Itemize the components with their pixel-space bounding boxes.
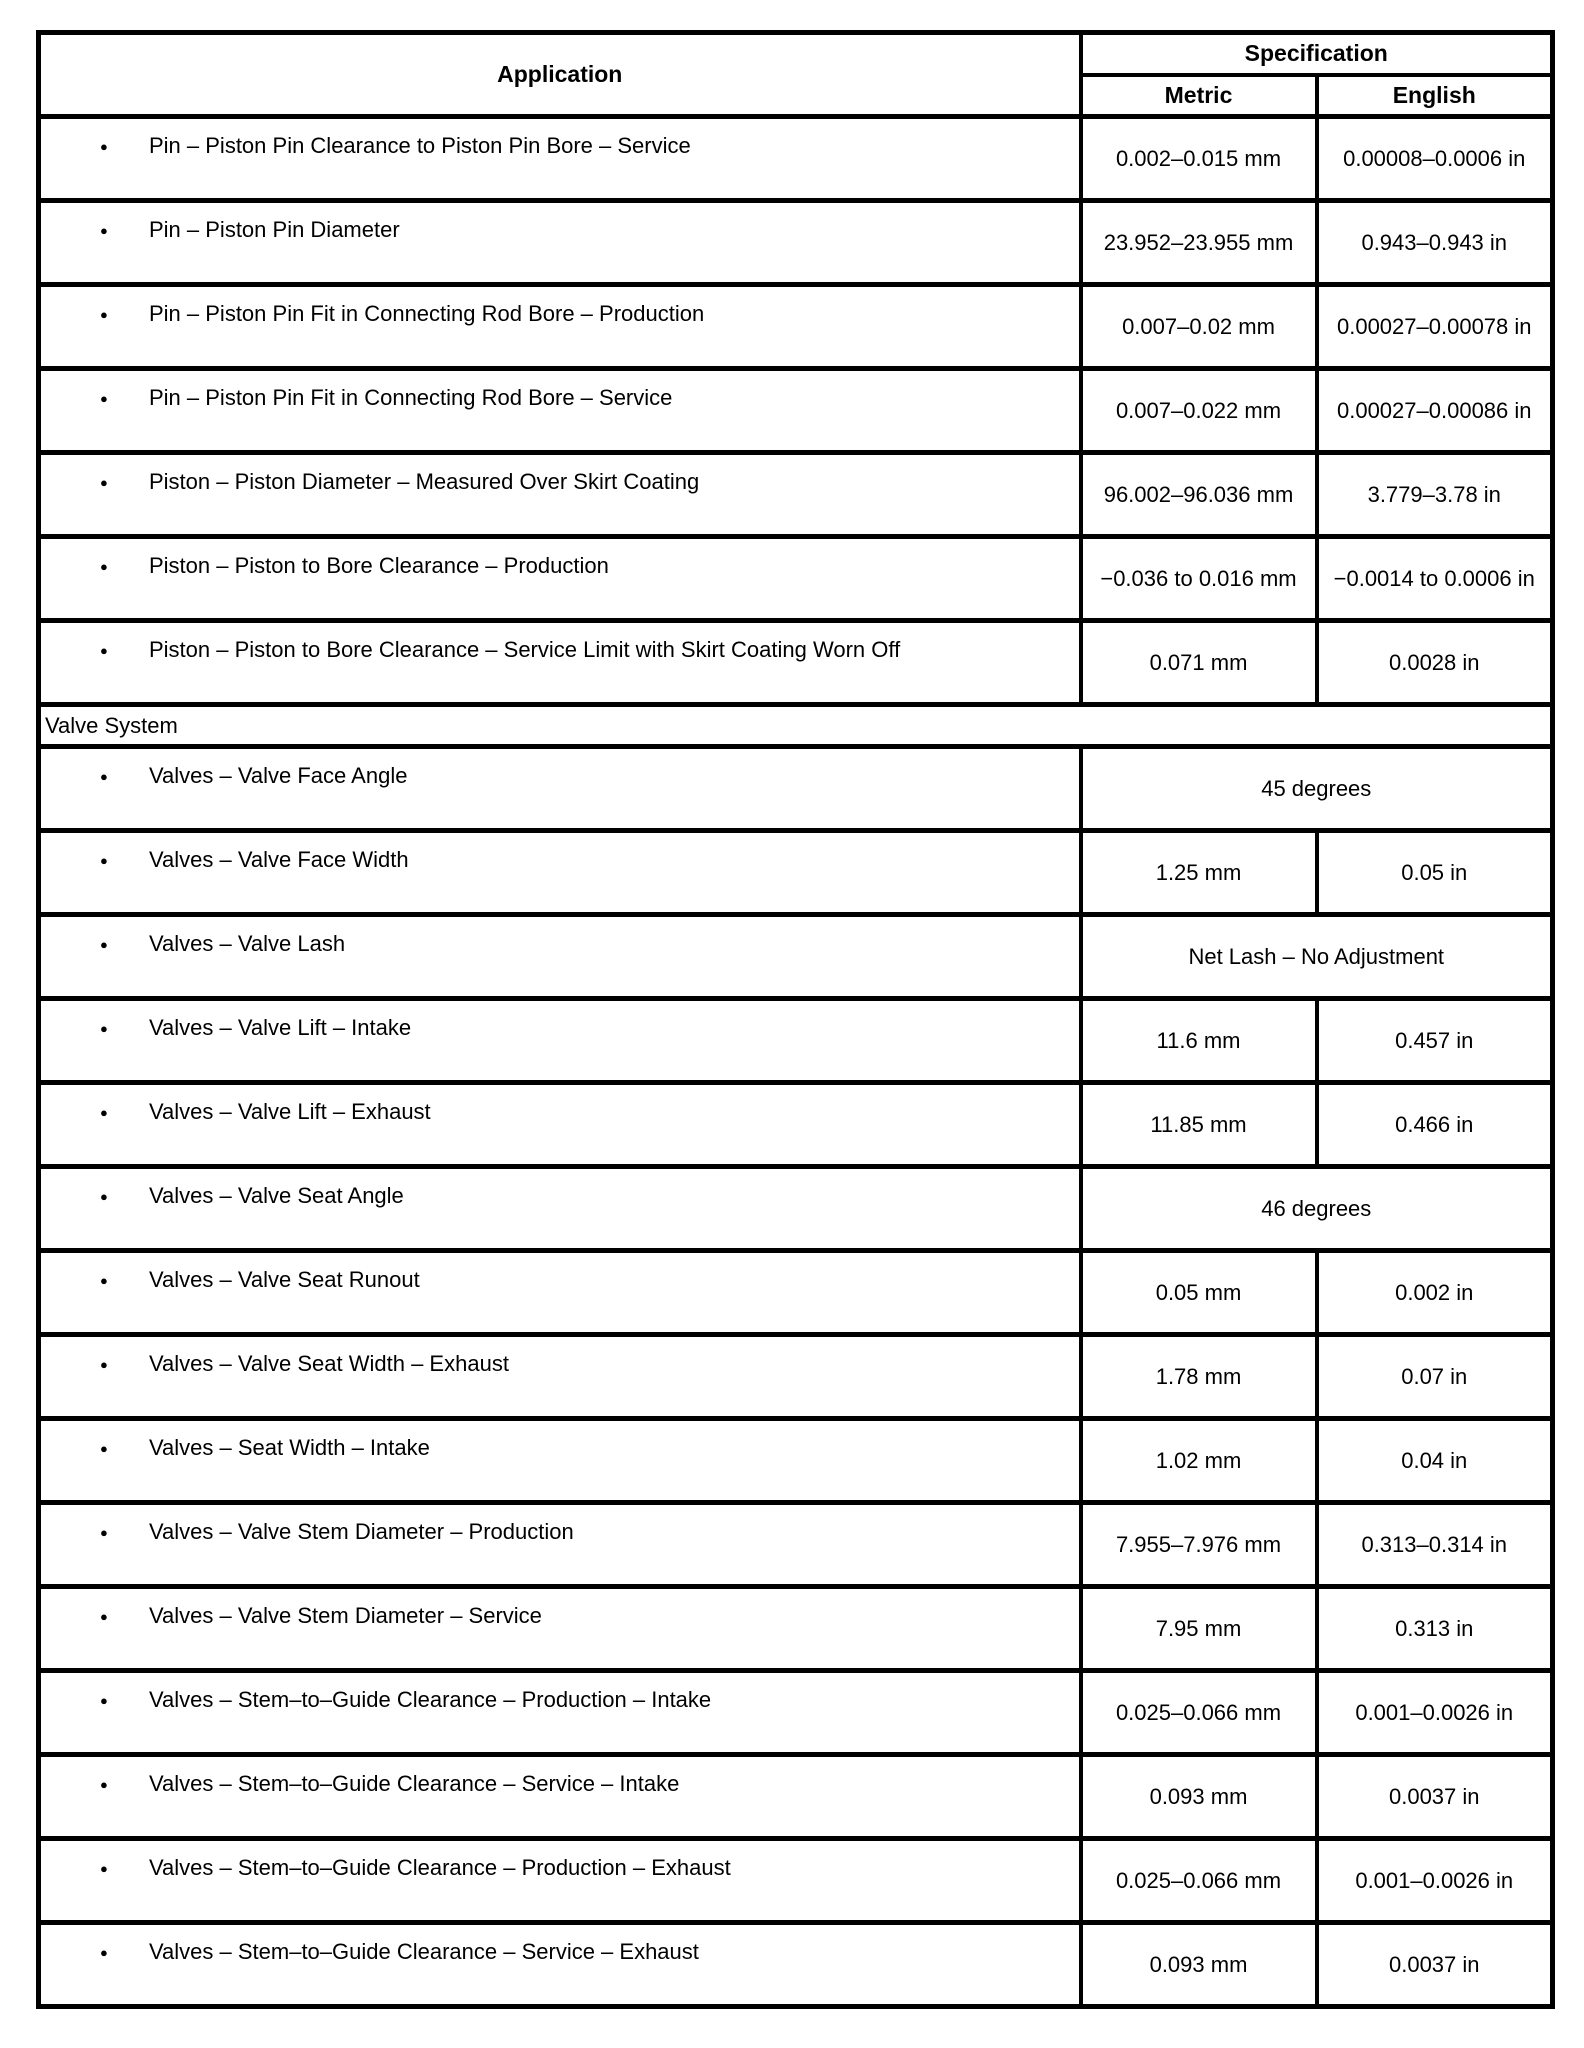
metric-value-cell: 11.6 mm [1081, 999, 1317, 1083]
table-row [39, 1251, 1553, 1335]
bullet-icon: ● [100, 475, 108, 490]
table-row [39, 1671, 1553, 1755]
table-row [39, 999, 1553, 1083]
table-row [39, 1755, 1553, 1839]
bullet-icon: ● [100, 853, 108, 868]
application-cell [39, 747, 1081, 831]
application-cell [39, 1503, 1081, 1587]
bullet-icon: ● [100, 1525, 108, 1540]
application-text: Valves – Valve Lift – Intake [149, 1015, 412, 1040]
application-text: Pin – Piston Pin Clearance to Piston Pin Bore – Service [149, 133, 691, 158]
application-cell [39, 285, 1081, 369]
metric-value-cell: 0.007–0.022 mm [1081, 369, 1317, 453]
specification-column-header: Specification [1081, 33, 1553, 75]
application-text: Valves – Valve Face Angle [149, 763, 408, 788]
english-value-cell: 0.00027–0.00086 in [1317, 369, 1553, 453]
metric-value-cell: 1.78 mm [1081, 1335, 1317, 1419]
english-value-cell: 0.313 in [1317, 1587, 1553, 1671]
application-cell [39, 453, 1081, 537]
metric-value-cell: 7.955–7.976 mm [1081, 1503, 1317, 1587]
bullet-icon: ● [100, 1189, 108, 1204]
application-cell [39, 537, 1081, 621]
application-cell [39, 1083, 1081, 1167]
bullet-icon: ● [100, 391, 108, 406]
english-value-cell: 0.0028 in [1317, 621, 1553, 705]
table-row [39, 1839, 1553, 1923]
table-row [39, 285, 1553, 369]
table-row [39, 537, 1553, 621]
application-text: Valves – Valve Lift – Exhaust [149, 1099, 431, 1124]
table-row [39, 1419, 1553, 1503]
english-value-cell: 0.001–0.0026 in [1317, 1671, 1553, 1755]
metric-value-cell: 0.093 mm [1081, 1755, 1317, 1839]
english-value-cell: 0.04 in [1317, 1419, 1553, 1503]
specification-table [36, 30, 1555, 2009]
metric-value-cell: 0.071 mm [1081, 621, 1317, 705]
table-row [39, 1587, 1553, 1671]
application-text: Valves – Valve Seat Angle [149, 1183, 404, 1208]
english-value-cell: 0.0037 in [1317, 1923, 1553, 2007]
bullet-icon: ● [100, 1021, 108, 1036]
metric-value-cell: 0.025–0.066 mm [1081, 1839, 1317, 1923]
table-row [39, 453, 1553, 537]
application-text: Piston – Piston to Bore Clearance – Service Limit with Skirt Coating Worn Off [149, 637, 901, 662]
application-cell [39, 117, 1081, 201]
english-value-cell: 0.05 in [1317, 831, 1553, 915]
table-row [39, 201, 1553, 285]
application-cell [39, 1923, 1081, 2007]
application-text: Valves – Valve Seat Runout [149, 1267, 420, 1292]
metric-value-cell: −0.036 to 0.016 mm [1081, 537, 1317, 621]
english-value-cell: 0.002 in [1317, 1251, 1553, 1335]
english-value-cell: 0.943–0.943 in [1317, 201, 1553, 285]
metric-value-cell: 23.952–23.955 mm [1081, 201, 1317, 285]
table-row [39, 1503, 1553, 1587]
application-text: Valves – Stem–to–Guide Clearance – Production – Exhaust [149, 1855, 731, 1880]
metric-value-cell: 0.007–0.02 mm [1081, 285, 1317, 369]
bullet-icon: ● [100, 223, 108, 238]
metric-value-cell: 0.002–0.015 mm [1081, 117, 1317, 201]
application-cell [39, 621, 1081, 705]
english-value-cell: −0.0014 to 0.0006 in [1317, 537, 1553, 621]
application-text: Valves – Valve Seat Width – Exhaust [149, 1351, 509, 1376]
application-cell [39, 369, 1081, 453]
english-value-cell: 0.466 in [1317, 1083, 1553, 1167]
bullet-icon: ● [100, 307, 108, 322]
table-row [39, 369, 1553, 453]
application-text: Valves – Seat Width – Intake [149, 1435, 430, 1460]
bullet-icon: ● [100, 1777, 108, 1792]
bullet-icon: ● [100, 1105, 108, 1120]
application-text: Valves – Valve Lash [149, 931, 346, 956]
application-cell [39, 1251, 1081, 1335]
application-cell [39, 1335, 1081, 1419]
table-row [39, 621, 1553, 705]
application-text: Pin – Piston Pin Diameter [149, 217, 400, 242]
english-value-cell: 3.779–3.78 in [1317, 453, 1553, 537]
metric-value-cell: 96.002–96.036 mm [1081, 453, 1317, 537]
metric-value-cell: 0.05 mm [1081, 1251, 1317, 1335]
table-row [39, 915, 1553, 999]
application-text: Pin – Piston Pin Fit in Connecting Rod Bore – Production [149, 301, 705, 326]
spec-value-cell: 45 degrees [1081, 747, 1553, 831]
table-header [39, 33, 1553, 117]
metric-value-cell: 11.85 mm [1081, 1083, 1317, 1167]
application-text: Valves – Stem–to–Guide Clearance – Service – Intake [149, 1771, 680, 1796]
section-label-cell: Valve System [39, 705, 1553, 747]
english-value-cell: 0.001–0.0026 in [1317, 1839, 1553, 1923]
application-text: Valves – Valve Stem Diameter – Service [149, 1603, 542, 1628]
metric-value-cell: 0.093 mm [1081, 1923, 1317, 2007]
bullet-icon: ● [100, 1609, 108, 1624]
bullet-icon: ● [100, 1693, 108, 1708]
bullet-icon: ● [100, 1357, 108, 1372]
application-cell [39, 1419, 1081, 1503]
english-value-cell: 0.457 in [1317, 999, 1553, 1083]
application-text: Valves – Valve Stem Diameter – Production [149, 1519, 574, 1544]
english-value-cell: 0.00008–0.0006 in [1317, 117, 1553, 201]
table-row [39, 747, 1553, 831]
bullet-icon: ● [100, 1945, 108, 1960]
bullet-icon: ● [100, 643, 108, 658]
spec-value-cell: 46 degrees [1081, 1167, 1553, 1251]
metric-value-cell: 1.25 mm [1081, 831, 1317, 915]
application-column-header: Application [39, 33, 1081, 117]
english-column-header: English [1317, 75, 1553, 117]
table-row [39, 1167, 1553, 1251]
application-cell [39, 1755, 1081, 1839]
table-row [39, 831, 1553, 915]
table-row [39, 1335, 1553, 1419]
table-body [39, 117, 1553, 2007]
application-cell [39, 915, 1081, 999]
application-text: Valves – Stem–to–Guide Clearance – Service – Exhaust [149, 1939, 699, 1964]
spec-value-cell: Net Lash – No Adjustment [1081, 915, 1553, 999]
metric-value-cell: 7.95 mm [1081, 1587, 1317, 1671]
table-row [39, 1083, 1553, 1167]
application-cell [39, 1587, 1081, 1671]
application-text: Piston – Piston to Bore Clearance – Production [149, 553, 609, 578]
bullet-icon: ● [100, 769, 108, 784]
table-row [39, 1923, 1553, 2007]
bullet-icon: ● [100, 1861, 108, 1876]
application-text: Valves – Stem–to–Guide Clearance – Production – Intake [149, 1687, 712, 1712]
metric-column-header: Metric [1081, 75, 1317, 117]
application-cell [39, 201, 1081, 285]
application-cell [39, 1839, 1081, 1923]
table-row [39, 117, 1553, 201]
bullet-icon: ● [100, 559, 108, 574]
bullet-icon: ● [100, 139, 108, 154]
application-text: Pin – Piston Pin Fit in Connecting Rod Bore – Service [149, 385, 673, 410]
application-cell [39, 1671, 1081, 1755]
application-cell [39, 1167, 1081, 1251]
english-value-cell: 0.00027–0.00078 in [1317, 285, 1553, 369]
metric-value-cell: 0.025–0.066 mm [1081, 1671, 1317, 1755]
application-cell [39, 831, 1081, 915]
application-text: Valves – Valve Face Width [149, 847, 409, 872]
bullet-icon: ● [100, 1441, 108, 1456]
english-value-cell: 0.313–0.314 in [1317, 1503, 1553, 1587]
application-cell [39, 999, 1081, 1083]
application-text: Piston – Piston Diameter – Measured Over Skirt Coating [149, 469, 700, 494]
metric-value-cell: 1.02 mm [1081, 1419, 1317, 1503]
english-value-cell: 0.0037 in [1317, 1755, 1553, 1839]
bullet-icon: ● [100, 1273, 108, 1288]
section-header-row [39, 705, 1553, 747]
bullet-icon: ● [100, 937, 108, 952]
english-value-cell: 0.07 in [1317, 1335, 1553, 1419]
header-row-specification [39, 33, 1553, 75]
